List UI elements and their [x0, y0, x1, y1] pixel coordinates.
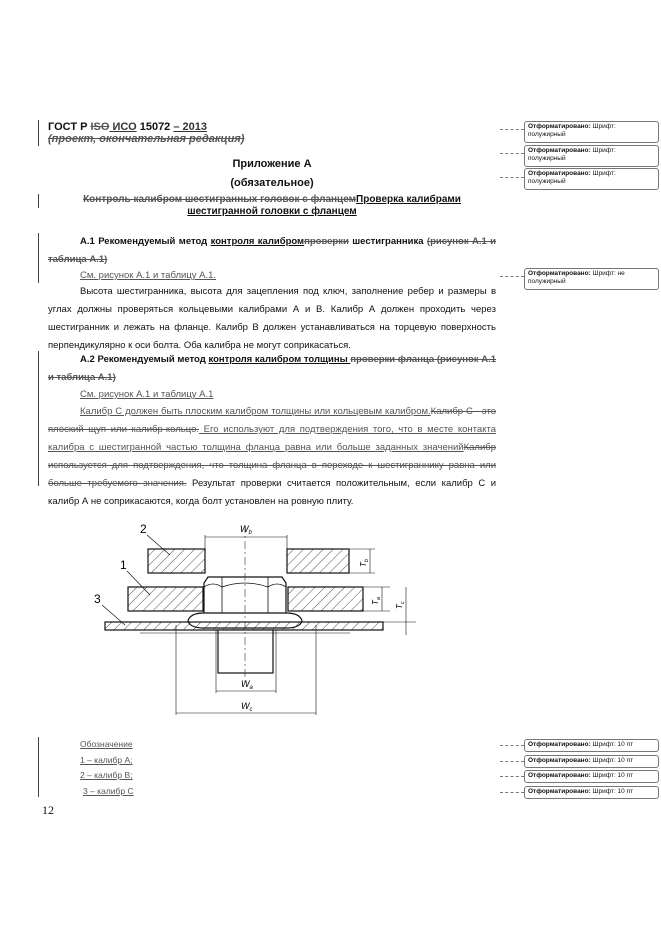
- gauge-b-right: [287, 549, 349, 573]
- format-comment[interactable]: Отформатировано: Шрифт: 10 пт: [524, 739, 659, 752]
- section-rest: шестигранника: [348, 236, 427, 247]
- section-a1-heading: [48, 233, 496, 269]
- section-a1-body: Высота шестигранника, высота для зацепления под ключ, заполнение ребер и размеры в углах должны проверяться кольцевыми калибрами А и В. Калибр А должен проходить через шестигранник и лежать на фланце. Калибр В должен устанавливаться на торцевую поверхность перпендикулярно к оси болта. Оба калибра не могут соприкасаться.: [48, 286, 496, 351]
- dim-ta: $T_a$: [371, 597, 382, 605]
- comment-leader: [500, 153, 524, 154]
- body-deleted: Калибр используется для подтверждения, что толщина фланца в переходе к шестиграннику равна или больше требуемого значения.: [48, 442, 496, 489]
- body-deleted: Калибр С - это плоский щуп или калибр-кольцо.: [48, 406, 496, 435]
- revision-bar: [38, 351, 39, 486]
- revision-bar: [38, 233, 39, 283]
- comment-leader: [500, 761, 524, 762]
- format-comment[interactable]: Отформатировано: Шрифт: полужирный: [524, 145, 659, 167]
- section-number: А.2: [80, 354, 95, 365]
- format-comment[interactable]: Отформатировано: Шрифт: 10 пт: [524, 786, 659, 799]
- section-number: А.1: [80, 236, 95, 247]
- page-number: 12: [42, 803, 54, 817]
- comment-leader: [500, 177, 524, 178]
- section-rest: (рисунок А.1 и таблица А.1): [48, 354, 496, 383]
- label-1: 1: [120, 558, 127, 572]
- format-comment[interactable]: Отформатировано: Шрифт: полужирный: [524, 121, 659, 143]
- standard-number: 15072: [136, 121, 171, 133]
- dim-wb: $W_b$: [240, 524, 252, 536]
- body-inserted: Калибр С должен быть плоским калибром толщины или кольцевым калибром.: [80, 406, 431, 417]
- section-a1-note: См. рисунок А.1 и таблицу А.1.: [80, 270, 217, 281]
- bolt-shank: [218, 630, 273, 673]
- legend-item: 1 – калибр А;: [80, 755, 133, 765]
- iso-deleted: ISO: [90, 121, 110, 133]
- format-comment[interactable]: Отформатировано: Шрифт: 10 пт: [524, 770, 659, 783]
- iso-inserted: ИСО: [109, 121, 137, 133]
- format-comment[interactable]: Отформатировано: Шрифт: не полужирный: [524, 268, 659, 290]
- section-inserted: контроля калибром толщины: [208, 354, 351, 365]
- section-inserted: контроля калибром: [210, 236, 305, 247]
- section-a2-note: См. рисунок А.1 и таблицу А.1: [80, 389, 214, 400]
- section-lead: Рекомендуемый метод: [97, 354, 209, 365]
- body-inserted: Его используют для подтверждения того, что в месте контакта калибра с шестигранной частью толщина фланца равна или больше заданных значений: [48, 424, 496, 453]
- revision-bar: [38, 194, 39, 208]
- gauge-a-left: [128, 587, 203, 611]
- section-deleted: проверки фланца: [350, 354, 435, 365]
- dim-tc: $T_c$: [395, 601, 406, 609]
- document-header: [48, 121, 207, 133]
- appendix-subtitle: (обязательное): [230, 177, 314, 189]
- section-a2-heading: [48, 351, 496, 387]
- section-lead: Рекомендуемый метод: [98, 236, 211, 247]
- gauge-b-left: [148, 549, 205, 573]
- comment-leader: [500, 745, 524, 746]
- format-comment[interactable]: Отформатировано: Шрифт: 10 пт: [524, 755, 659, 768]
- draft-label: (проект, окончательная редакция): [48, 133, 245, 145]
- legend-item: 3 – калибр С: [83, 786, 134, 796]
- section-ref-deleted: (рисунок А.1 и таблица А.1): [48, 236, 497, 265]
- comment-leader: [500, 792, 524, 793]
- dim-wc: $W_c$: [241, 701, 253, 713]
- gauge-a-right: [288, 587, 363, 611]
- heading-deleted: Контроль калибром шестигранных головок с фланцем: [83, 194, 357, 205]
- standard-year: – 2013: [173, 121, 208, 133]
- body-tail: Результат проверки считается положительным, если калибр С и калибр А не соприкасаются, когда болт установлен на ровную плиту.: [48, 478, 497, 507]
- heading-inserted: Проверка калибрами шестигранной головки с фланцем: [187, 194, 461, 217]
- dim-wa: $W_a$: [241, 679, 253, 691]
- label-2: 2: [140, 522, 147, 536]
- format-comment[interactable]: Отформатировано: Шрифт: полужирный: [524, 168, 659, 190]
- comment-leader: [500, 276, 524, 277]
- gost-label: ГОСТ Р: [48, 121, 88, 133]
- legend-item: 2 – калибр В;: [80, 770, 133, 780]
- comment-leader: [500, 129, 524, 130]
- revision-bar: [38, 737, 39, 797]
- gauge-figure: [80, 515, 430, 725]
- comment-leader: [500, 776, 524, 777]
- legend-title: Обозначение: [80, 739, 133, 749]
- appendix-title: Приложение А: [232, 158, 312, 170]
- appendix-heading: [48, 194, 496, 218]
- section-deleted: проверки: [304, 236, 349, 247]
- revision-bar: [38, 120, 39, 146]
- dim-tb: $T_b$: [359, 559, 370, 567]
- section-a2-body: [48, 403, 496, 511]
- gauge-c-plate: [105, 622, 383, 630]
- label-3: 3: [94, 592, 101, 606]
